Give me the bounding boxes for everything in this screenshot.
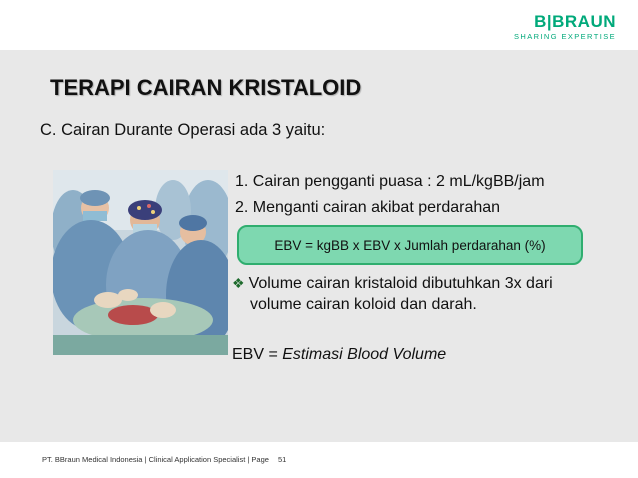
logo-wordmark: B|BRAUN (534, 12, 616, 31)
logo-tagline: SHARING EXPERTISE (513, 32, 616, 41)
ebv-label: EBV = (232, 346, 283, 363)
bullet-text-line1: Volume cairan kristaloid dibutuhkan 3x dari (248, 275, 553, 292)
bbraun-logo (514, 13, 616, 41)
diamond-bullet-icon: ❖ (232, 275, 245, 291)
page-number: 51 (278, 455, 287, 464)
slide-subtitle: C. Cairan Durante Operasi ada 3 yaitu: (40, 121, 326, 139)
footer-text: PT. BBraun Medical Indonesia | Clinical Application Specialist | Page (42, 455, 269, 464)
bullet-text-line2: volume cairan koloid dan darah. (250, 296, 477, 313)
ebv-formula-box (237, 225, 583, 265)
slide-title: TERAPI CAIRAN KRISTALOID (50, 75, 362, 100)
ebv-definition (232, 346, 446, 364)
header-bar (0, 0, 638, 50)
list-item-blood-loss-fluid: 2. Menganti cairan akibat perdarahan (235, 199, 501, 216)
ebv-definition-text: Estimasi Blood Volume (282, 346, 447, 363)
ebv-formula-text: EBV = kgBB x EBV x Jumlah perdarahan (%) (274, 237, 546, 253)
list-item-fasting-fluid: 1. Cairan pengganti puasa : 2 mL/kgBB/jam (235, 173, 545, 190)
bullet-crystalloid-volume (232, 272, 553, 295)
surgery-photo (53, 170, 228, 355)
